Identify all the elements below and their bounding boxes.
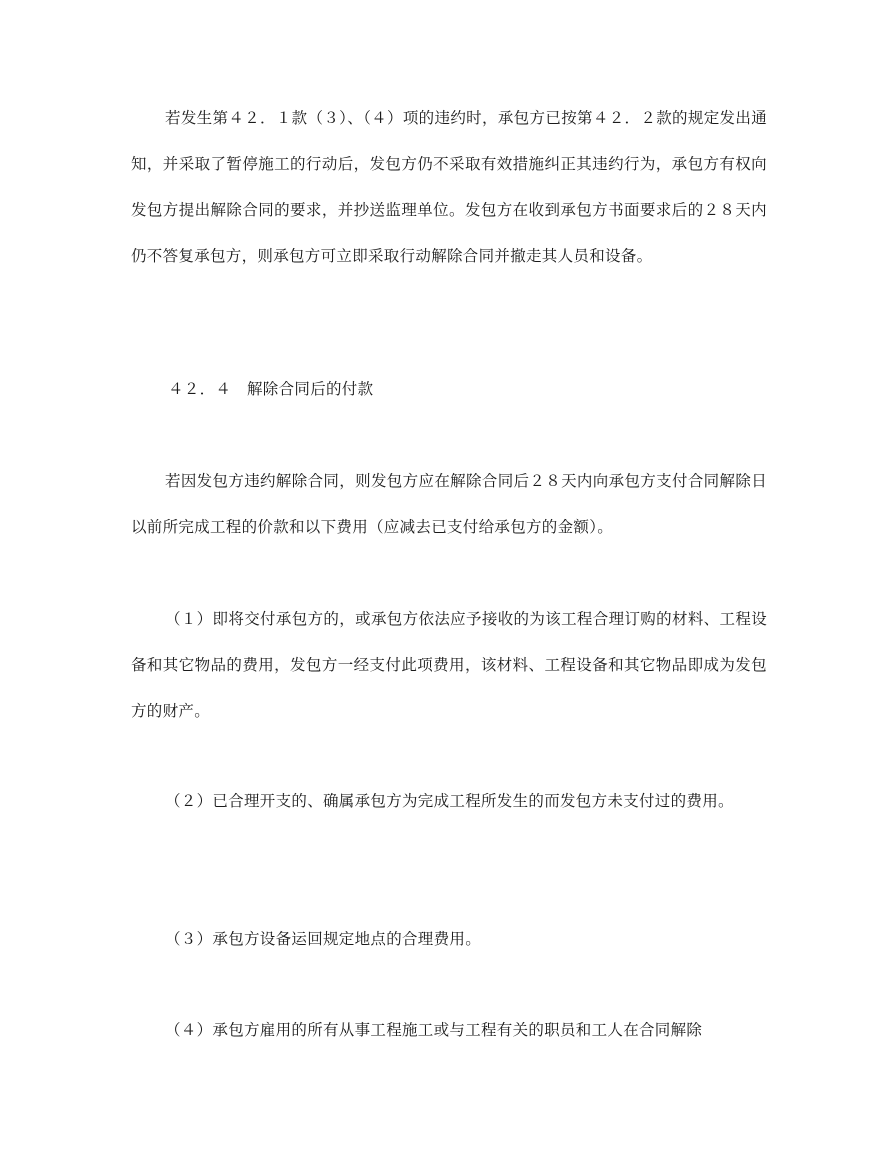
paragraph-breach-termination: 若发生第４２．１款（３）、（４）项的违约时，承包方已按第４２．２款的规定发出通知，并采取了暂停施工的行动后，发包方仍不采取有效措施纠正其违约行为，承包方有权向发包方提出解除合同的要求，并抄送监理单位。发包方在收到承包方书面要求后的２８天内仍不答复承包方，则承包方可立即采取行动解除合同并撤走其人员和设备。 bbox=[131, 109, 767, 265]
paragraph-item-4: （４）承包方雇用的所有从事工程施工或与工程有关的职员和工人在合同解除 bbox=[165, 1021, 703, 1039]
section-heading-42-4: ４２．４ 解除合同后的付款 bbox=[168, 380, 374, 398]
paragraph-payment-after-termination: 若因发包方违约解除合同，则发包方应在解除合同后２８天内向承包方支付合同解除日以前所完成工程的价款和以下费用（应减去已支付给承包方的金额）。 bbox=[131, 472, 767, 536]
paragraph-item-3: （３）承包方设备运回规定地点的合理费用。 bbox=[165, 930, 482, 948]
paragraph-item-2: （２）已合理开支的、确属承包方为完成工程所发生的而发包方未支付过的费用。 bbox=[165, 792, 734, 810]
paragraph-item-1: （１）即将交付承包方的，或承包方依法应予接收的为该工程合理订购的材料、工程设备和其它物品的费用，发包方一经支付此项费用，该材料、工程设备和其它物品即成为发包方的财产。 bbox=[131, 610, 767, 720]
